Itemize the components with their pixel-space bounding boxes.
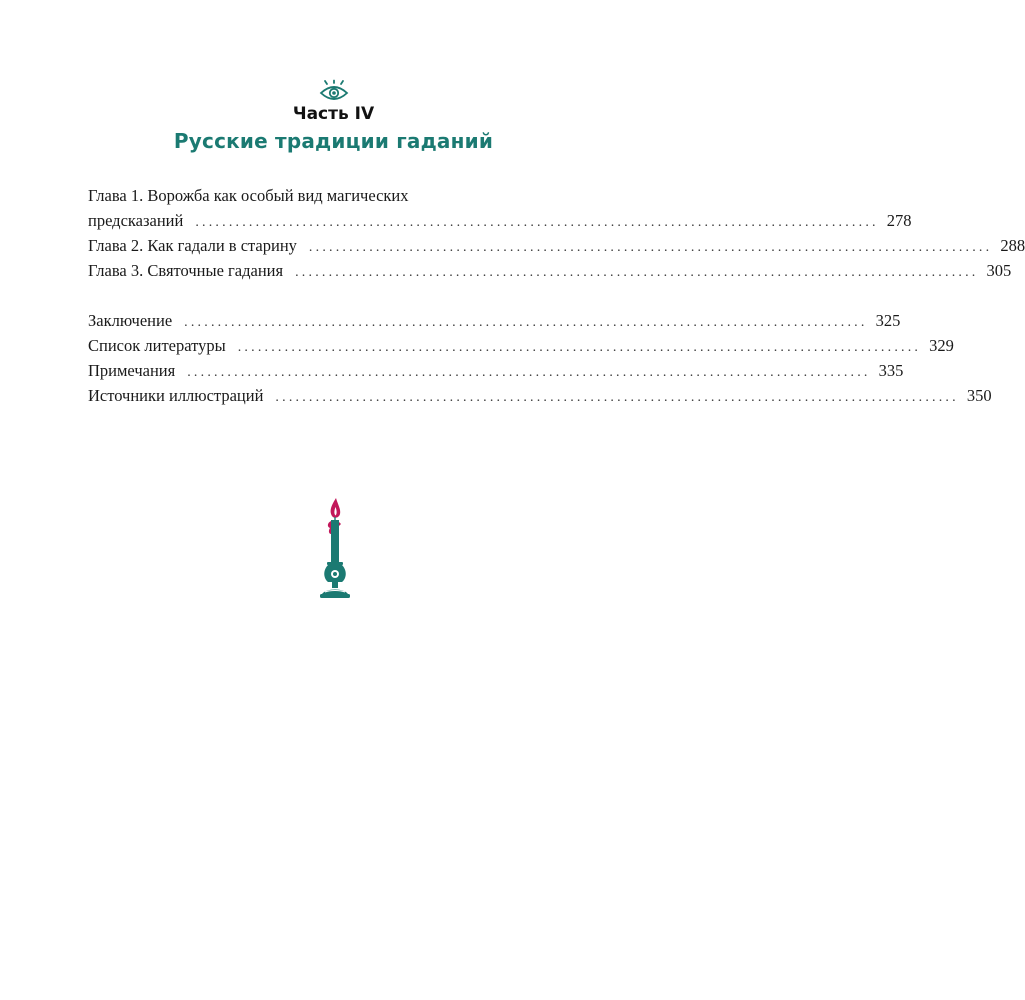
toc-item-title: Глава 2. Как гадали в старину — [88, 236, 297, 255]
toc-item-page: 325 — [875, 311, 901, 330]
candle-icon — [318, 496, 352, 604]
toc-item-page: 335 — [878, 361, 904, 380]
toc-item-title: предсказаний — [88, 211, 184, 230]
toc-chapters — [88, 183, 1025, 283]
leader-dots: ...................................................................................................... — [275, 390, 959, 405]
eye-icon — [319, 80, 349, 102]
leader-dots: ...................................................................................................... — [295, 265, 979, 280]
toc-item-page: 288 — [1000, 236, 1025, 255]
toc-item-title: Источники иллюстраций — [88, 386, 264, 405]
toc-item[interactable] — [88, 358, 904, 383]
toc-item[interactable] — [88, 308, 901, 333]
toc-item-page: 278 — [886, 211, 912, 230]
toc-item[interactable] — [88, 333, 954, 358]
toc-item-page: 305 — [986, 261, 1012, 280]
toc-item[interactable] — [88, 383, 992, 408]
toc-item[interactable] — [88, 258, 1012, 283]
toc-item-title: Глава 1. Ворожба как особый вид магических — [88, 186, 409, 205]
toc-item[interactable] — [88, 233, 1025, 258]
toc-item[interactable] — [88, 183, 584, 208]
toc-item-page: 350 — [966, 386, 992, 405]
leader-dots: ...................................................................................................... — [195, 215, 879, 230]
leader-dots: ...................................................................................................... — [187, 365, 871, 380]
part-title: Русские традиции гаданий — [173, 129, 494, 153]
toc-item-title: Глава 3. Святочные гадания — [88, 261, 284, 280]
part-label: Часть IV — [292, 104, 375, 124]
toc-item-title: Заключение — [88, 311, 173, 330]
toc-item-title: Список литературы — [88, 336, 226, 355]
toc-item-title: Примечания — [88, 361, 176, 380]
toc-back-matter — [88, 308, 992, 408]
leader-dots: ...................................................................................................... — [184, 315, 868, 330]
toc-item-page: 329 — [929, 336, 954, 355]
leader-dots: ...................................................................................................... — [237, 340, 922, 355]
leader-dots: ...................................................................................................... — [308, 240, 993, 255]
toc-item-continuation[interactable] — [88, 208, 912, 233]
